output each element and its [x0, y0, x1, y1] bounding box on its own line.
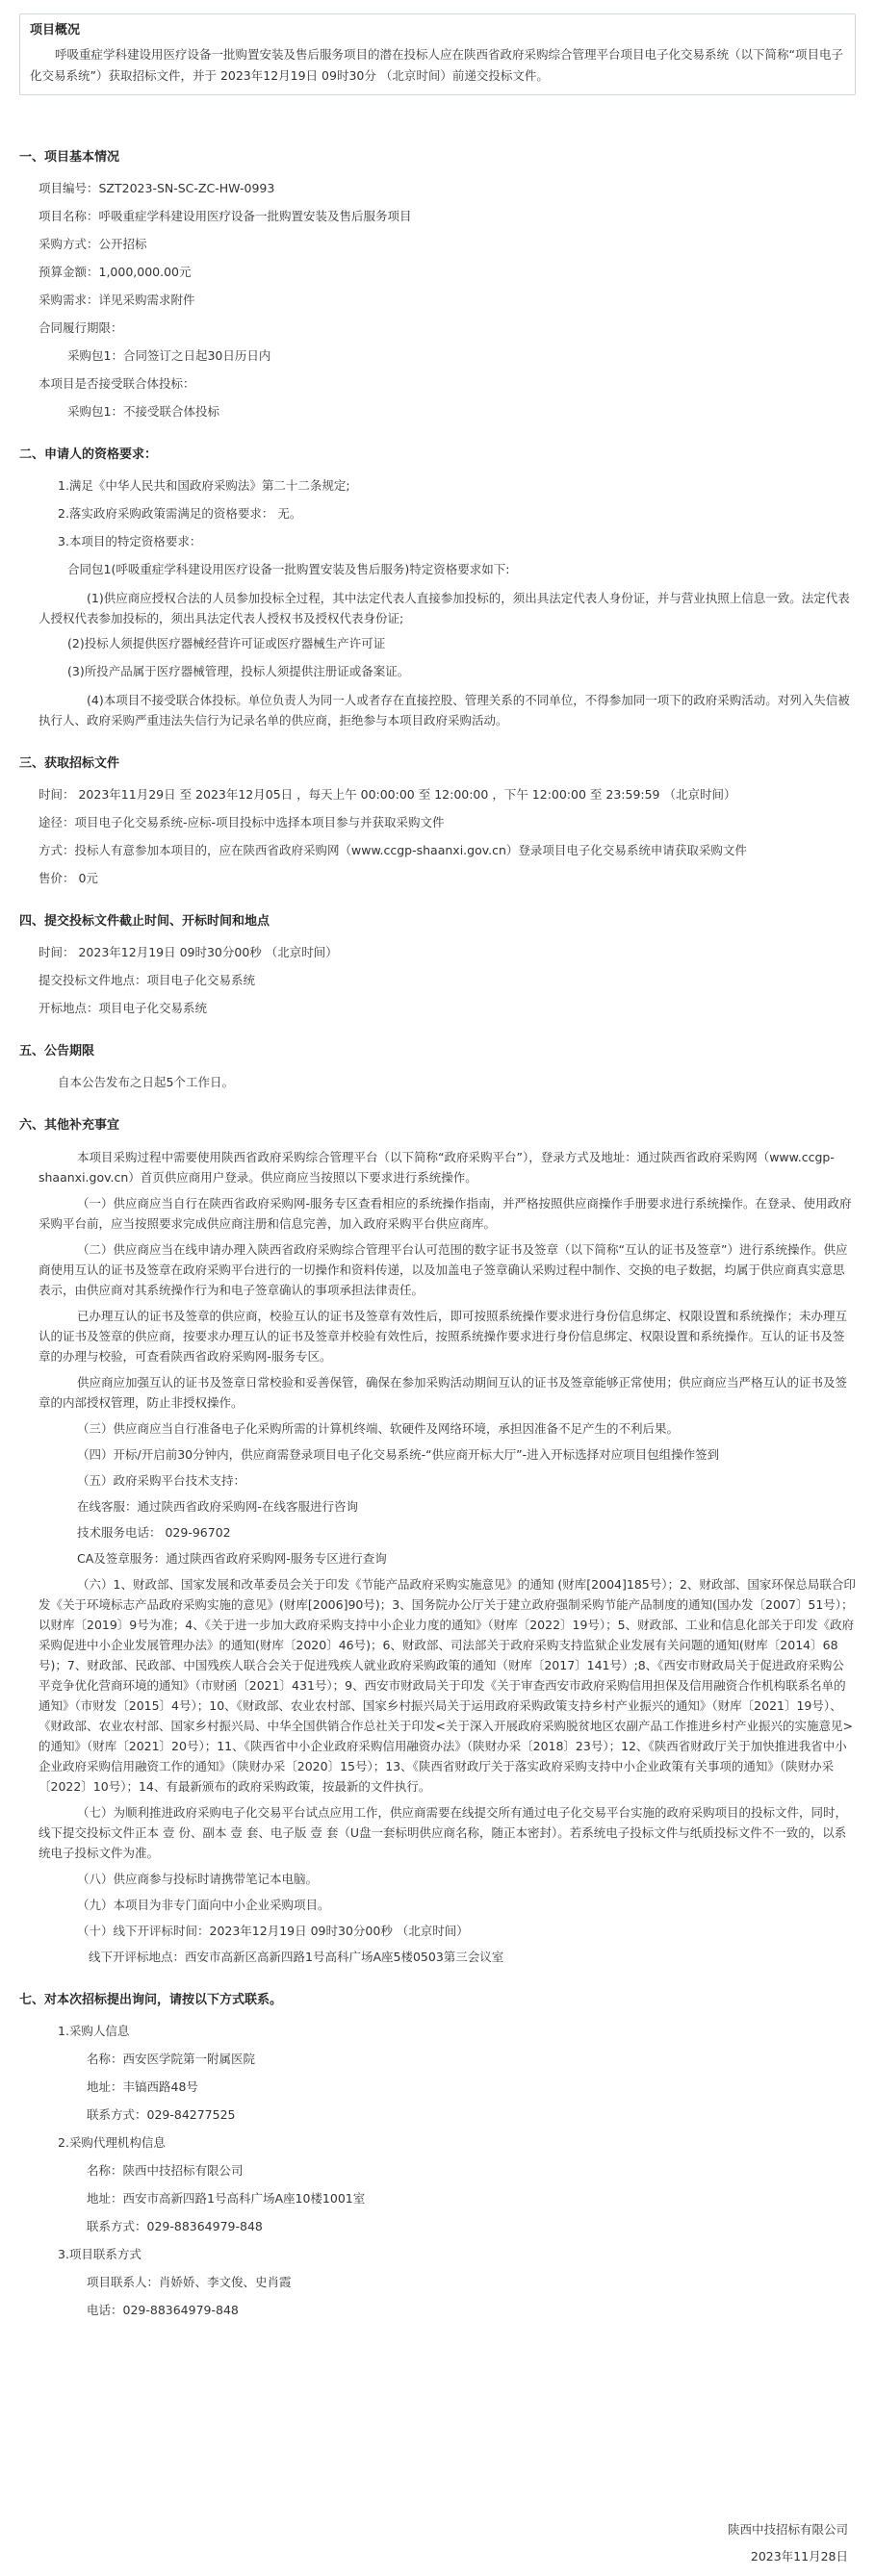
other-paragraph: （五）政府采购平台技术支持：: [77, 1473, 246, 1488]
deadline-time: 时间： 2023年12月19日 09时30分00秒 （北京时间）: [39, 945, 338, 959]
qualification-item: 1.满足《中华人民共和国政府采购法》第二十二条规定;: [58, 478, 350, 493]
agency-heading: 2.采购代理机构信息: [58, 2135, 166, 2150]
other-paragraph: 技术服务电话： 029-96702: [77, 1525, 231, 1540]
section-deadline: [19, 911, 856, 1018]
section-basic-info: [19, 147, 856, 421]
qualification-item: 3.本项目的特定资格要求：: [58, 534, 202, 548]
other-paragraph: 本项目采购过程中需要使用陕西省政府采购综合管理平台（以下简称“政府采购平台”），登录方式及地址：通过陕西省政府采购网（www.ccgp-shaanxi.gov.cn）首页供应商用户登录。供应商应当按照以下要求进行系统操作。: [39, 1150, 835, 1185]
project-number: 项目编号：SZT2023-SN-SC-ZC-HW-0993: [39, 181, 275, 195]
contract-period-label: 合同履行期限：: [39, 320, 123, 335]
section-get-documents: [19, 753, 856, 888]
document-way: 途径：项目电子化交易系统-应标-项目投标中选择本项目参与并获取采购文件: [39, 815, 445, 829]
signature-company: 陕西中技招标有限公司: [727, 2522, 848, 2537]
qualification-item: 2.落实政府采购政策需满足的资格要求： 无。: [58, 506, 302, 521]
policy-paragraph: （六）1、财政部、国家发展和改革委员会关于印发《节能产品政府采购实施意见》的通知 (财库[2004]185号）；2、财政部、国家环保总局联合印发《关于环境标志产品政府采购实施的意见》(财库[2006]90号)；3、国务院办公厅关于建立政府强制采购节能产品制度的通知(国办发〔2007〕51号）；以财库〔2019〕9号为准；4、《关于进一步加大政府采购支持中小企业力度的通知》（财库〔2022〕19号）；5、财政部、工业和信息化部关于印发《政府采购促进中小企业发展管理办法》的通知(财库〔2020〕46号)；6、财政部、司法部关于政府采购支持监狱企业发展有关问题的通知(财库〔2014〕68号)；7、财政部、民政部、中国残疾人联合会关于促进残疾人就业政府采购政策的通知（财库〔2017〕141号）;8、《西安市财政局关于促进政府采购公平竞争优化营商环境的通知》（市财函〔2021〕431号）；9、西安市财政局关于印发《关于审查西安市政府采购信用担保及信用融资合作机构联系名单的通知》（市财发〔2015〕4号）；10、《财政部、农业农村部、国家乡村振兴局关于运用政府采购政策支持乡村产业振兴的通知》（财库〔2021〕19号）、《财政部、农业农村部、国家乡村振兴局、中华全国供销合作总社关于印发<关于深入开展政府采购脱贫地区农副产品工作推进乡村产业振兴的实施意见>的通知》（财库〔2021〕20号）；11、《陕西省中小企业政府采购信用融资办法》（陕财办采〔2018〕23号）；12、《陕西省财政厅关于加快推进我省中小企业政府采购信用融资工作的通知》（陕财办采〔2020〕15号）；13、《陕西省财政厅关于落实政府采购支持中小企业政策有关事项的通知》（陕财办采〔2022〕10号）；14、有最新颁布的政府采购政策，按最新的文件执行。: [39, 1577, 856, 1794]
project-overview-box: [19, 13, 856, 95]
project-name: 项目名称：呼吸重症学科建设用医疗设备一批购置安装及售后服务项目: [39, 209, 412, 223]
section-title: 六、其他补充事宜: [19, 1118, 120, 1133]
other-paragraph: CA及签章服务：通过陕西省政府采购网-服务专区进行查询: [77, 1551, 387, 1566]
consortium-label: 本项目是否接受联合体投标：: [39, 376, 195, 391]
buyer-address: 地址：丰镐西路48号: [87, 2079, 198, 2094]
other-paragraph: 在线客服：通过陕西省政府采购网-在线客服进行咨询: [77, 1499, 359, 1514]
document-time: 时间： 2023年11月29日 至 2023年12月05日 ，每天上午 00:00:00 至 12:00:00 ，下午 12:00:00 至 23:59:59 （北京时间）: [39, 787, 736, 802]
other-paragraph: （一）供应商应当自行在陕西省政府采购网-服务专区查看相应的系统操作指南，并严格按照供应商操作手册要求进行系统操作。在登录、使用政府采购平台前，应当按照要求完成供应商注册和信息完善，加入政府采购平台供应商库。: [39, 1196, 852, 1231]
section-title: 五、公告期限: [19, 1044, 95, 1058]
overview-text: 呼吸重症学科建设用医疗设备一批购置安装及售后服务项目的潜在投标人应在陕西省政府采购综合管理平台项目电子化交易系统（以下简称“项目电子化交易系统”）获取招标文件，并于 2023年12月19日 09时30分 （北京时间）前递交投标文件。: [30, 47, 843, 83]
requirement-paragraph: (1)供应商应授权合法的人员参加投标全过程，其中法定代表人直接参加投标的，须出具法定代表人身份证，并与营业执照上信息一致。法定代表人授权代表参加投标的，须出具法定代表人授权书及授权代表身份证;: [39, 591, 850, 625]
package-requirement-intro: 合同包1(呼吸重症学科建设用医疗设备一批购置安装及售后服务)特定资格要求如下:: [67, 562, 510, 576]
submit-place: 提交投标文件地点：项目电子化交易系统: [39, 973, 256, 987]
agency-name: 名称：陕西中技招标有限公司: [87, 2163, 244, 2178]
other-paragraph: （三）供应商应当自行准备电子化采购所需的计算机终端、软硬件及网络环境，承担因准备不足产生的不利后果。: [77, 1421, 680, 1436]
other-paragraph: （七）为顺利推进政府采购电子化交易平台试点应用工作，供应商需要在线提交所有通过电子化交易平台实施的政府采购项目的投标文件，同时，线下提交投标文件正本 壹 份、副本 壹 套、电子版 壹 套（U盘一套标明供应商名称，随正本密封）。若系统电子投标文件与纸质投标文件不一致的，以系统电子投标文件为准。: [39, 1805, 848, 1860]
section-qualification: [19, 445, 856, 730]
overview-title: 项目概况: [30, 23, 81, 38]
section-title: 三、获取招标文件: [19, 756, 120, 771]
signature-block: [728, 2519, 848, 2567]
requirement-paragraph: (2)投标人须提供医疗器械经营许可证或医疗器械生产许可证: [67, 636, 386, 650]
contract-period-package: 采购包1：合同签订之日起30日历日内: [67, 348, 271, 363]
section-title: 一、项目基本情况: [19, 150, 120, 165]
buyer-name: 名称：西安医学院第一附属医院: [87, 2052, 256, 2066]
notice-period-text: 自本公告发布之日起5个工作日。: [58, 1075, 234, 1089]
other-paragraph: 线下开评标地点：西安市高新区高新四路1号高科广场A座5楼0503第三会议室: [89, 1950, 504, 1964]
document-method: 方式：投标人有意参加本项目的，应在陕西省政府采购网（www.ccgp-shaanxi.gov.cn）登录项目电子化交易系统申请获取采购文件: [39, 843, 747, 857]
procurement-requirement: 采购需求：详见采购需求附件: [39, 293, 195, 307]
section-title: 二、申请人的资格要求：: [19, 447, 158, 462]
requirement-paragraph: (4)本项目不接受联合体投标。单位负责人为同一人或者存在直接控股、管理关系的不同单位，不得参加同一项下的政府采购活动。对列入失信被执行人、政府采购严重违法失信行为记录名单的供应商，拒绝参与本项目政府采购活动。: [39, 693, 850, 727]
consortium-package: 采购包1：不接受联合体投标: [67, 404, 219, 419]
signature-date: 2023年11月28日: [750, 2549, 848, 2563]
agency-address: 地址：西安市高新四路1号高科广场A座10楼1001室: [87, 2191, 366, 2206]
agency-phone: 联系方式：029-88364979-848: [87, 2219, 263, 2233]
other-paragraph: （十）线下开评标时间：2023年12月19日 09时30分00秒 （北京时间）: [77, 1924, 469, 1938]
other-paragraph: （四）开标/开启前30分钟内，供应商需登录项目电子化交易系统-“供应商开标大厅”-进入开标选择对应项目包组操作签到: [77, 1447, 720, 1462]
budget-amount: 预算金额：1,000,000.00元: [39, 265, 192, 279]
project-contact-heading: 3.项目联系方式: [58, 2247, 142, 2261]
other-paragraph: （九）本项目为非专门面向中小企业采购项目。: [77, 1898, 330, 1912]
buyer-heading: 1.采购人信息: [58, 2024, 130, 2038]
project-contact-people: 项目联系人：肖娇娇、李文俊、史肖霞: [87, 2275, 292, 2289]
project-contact-phone: 电话：029-88364979-848: [87, 2303, 239, 2317]
document-price: 售价： 0元: [39, 871, 98, 885]
other-paragraph: （二）供应商应当在线申请办理入陕西省政府采购综合管理平台认可范围的数字证书及签章（以下简称“互认的证书及签章”）进行系统操作。供应商使用互认的证书及签章在政府采购平台进行的一切操作和资料传递，以及加盖电子签章确认采购过程中制作、交换的电子数据，均属于供应商真实意思表示，由供应商对其系统操作行为和电子签章确认的事项承担法律责任。: [39, 1242, 848, 1297]
buyer-phone: 联系方式：029-84277525: [87, 2107, 236, 2122]
open-place: 开标地点：项目电子化交易系统: [39, 1001, 208, 1015]
other-paragraph: 供应商应加强互认的证书及签章日常校验和妥善保管，确保在参加采购活动期间互认的证书及签章能够正常使用；供应商应当严格互认的证书及签章的内部授权管理，防止非授权操作。: [39, 1375, 848, 1410]
section-title: 四、提交投标文件截止时间、开标时间和地点: [19, 914, 270, 929]
requirement-paragraph: (3)所投产品属于医疗器械管理，投标人须提供注册证或备案证。: [67, 664, 410, 678]
section-notice-period: [19, 1041, 856, 1092]
section-contacts: [19, 1990, 856, 2320]
other-paragraph: 已办理互认的证书及签章的供应商，校验互认的证书及签章有效性后，即可按照系统操作要求进行身份信息绑定、权限设置和系统操作；未办理互认的证书及签章的供应商，按要求办理互认的证书及签章并校验有效性后，按照系统操作要求进行身份信息绑定、权限设置和系统操作。互认的证书及签章的办理与校验，可查看陕西省政府采购网-服务专区。: [39, 1309, 848, 1364]
procurement-method: 采购方式：公开招标: [39, 237, 147, 251]
section-title: 七、对本次招标提出询问，请按以下方式联系。: [19, 1993, 283, 2007]
other-paragraph: （八）供应商参与投标时请携带笔记本电脑。: [77, 1872, 319, 1886]
section-other-matters: [19, 1115, 856, 1967]
